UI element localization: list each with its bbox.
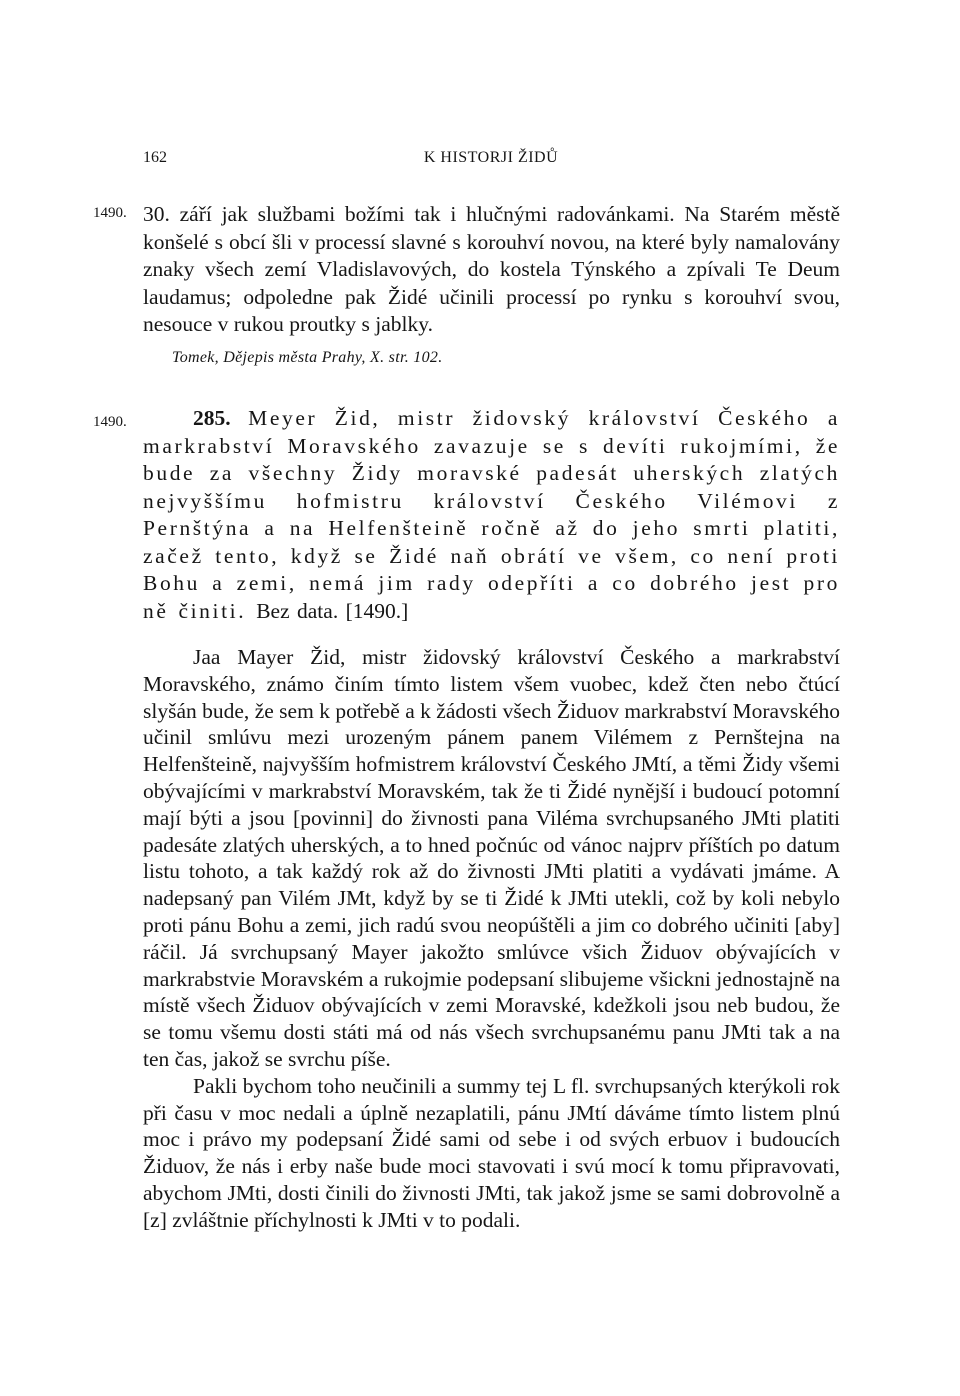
page-header: [143, 149, 839, 171]
regest-date: Bez data. [1490.]: [256, 598, 409, 623]
source-citation: Tomek, Dějepis města Prahy, X. str. 102.: [172, 349, 443, 366]
page-number: 162: [143, 149, 167, 166]
body-paragraph: Pakli bychom toho neučinili a summy tej L fl. svrchupsaných kterýkoli rok při času v moc nedali a úplně nezaplatili, pánu JMtí dáváme tímto listem plnú moc i právo my podepsaní Židé sami od sebe i od svých erbuov i budoucích Židuov, že nás i erby naše bude moci stavovati i svú mocí k tomu připravovati, abychom JMti, dosti činili do živnosti JMti, tak jakož jsme se sami dobrovolně a [z] zvláštnie příchylnosti k JMti v to podali.: [143, 1073, 840, 1232]
running-title: K HISTORJI ŽIDŮ: [423, 149, 559, 166]
body-paragraph: Jaa Mayer Žid, mistr židovský království Českého a markrabství Moravského, známo činím tímto listem všem vuobec, kdež čten nebo čtúcí slyšán bude, že sem k potřebě a k žádosti všech Židuov markrabství Moravského učinil smlúvu mezi urozeným pánem panem Vilémem z Pernštejna na Helfenšteině, najvyšším hofmistrem království Českého JMtí, a těmi Židy všemi obývajícími v markrabství Moravském, tak že ti Židé nynější i budoucí potomní mají býti a jsou [povinni] do živnosti pana Viléma svrchupsaného JMti platiti padesáte zlatých uherských, a to hned počnúc od vánoc najprv příštích po datum listu tohoto, a tak každý rok až do živnosti JMti platiti a vydávati jmáme. A nadepsaný pan Vilém JMt, když by se ti Židé k JMti utekli, což by koli nebylo proti pánu Bohu a zemi, jich radú svou neopúštěli a jim co dobrého učiniti [aby] ráčil. Já svrchupsaný Mayer jakožto smlúvce všich Židuov obývajících v markrabstvie Moravském a rukojmie podepsaní slibujeme všickni jednostajně na místě všech Židuov obývajících v zemi Moravské, kdežkoli jsou neb budou, že se tomu všemu dosti státi má od nás všech svrchupsanému panu JMti tak a na ten čas, jakož se svrchu píše.: [143, 645, 840, 1071]
chronicle-entry: [143, 201, 840, 339]
chronicle-entry-text: 30. září jak službami božími tak i hlučnými radovánkami. Na Starém městě konšelé s obcí šli v processí slavné s korouhví novou, na které byly namalovány znaky všech zemí Vladislavových, do kostela Týnského a zpívali Te Deum laudamus; odpoledne pak Židé učinili processí po rynku s korouhví svou, nesouce v rukou proutky s jablky.: [143, 202, 840, 336]
margin-year-entry-285: 1490.: [93, 414, 127, 430]
document-body: [143, 644, 840, 1234]
document-regest: [143, 405, 840, 625]
document-number: 285.: [193, 406, 231, 430]
regest-text: Meyer Žid, mistr židovský království Českého a markrabství Moravského zavazuje se s devíti rukojmími, že bude za všechny Židy moravské padesát uherských zlatých nejvyššímu hofmistru království Českého Vilémovi z Pernštýna a na Helfenšteině ročně až do jeho smrti platiti, začež tento, když se Židé naň obrátí ve všem, co není proti Bohu a zemi, nemá jim rady odepříti a co dobrého jest pro ně činiti.: [143, 406, 840, 623]
margin-year-entry-1: 1490.: [93, 205, 127, 221]
